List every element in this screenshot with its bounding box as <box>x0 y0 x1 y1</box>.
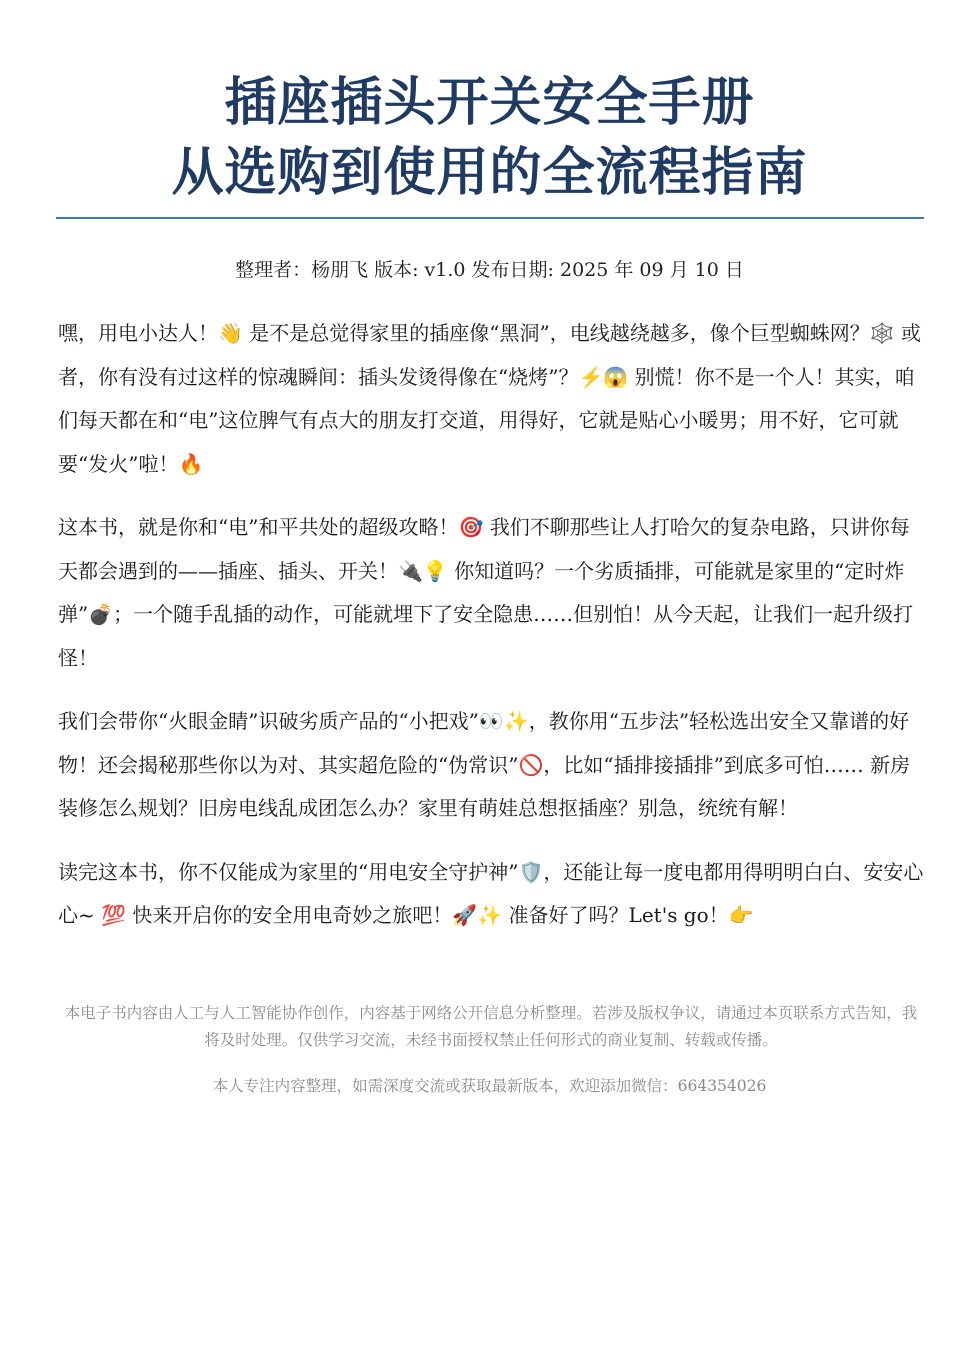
intro-body <box>58 312 924 958</box>
intro-paragraph-2: 这本书，就是你和“电”和平共处的超级攻略！🎯 我们不聊那些让人打哈欠的复杂电路，只讲你每天都会遇到的——插座、插头、开关！🔌💡 你知道吗？一个劣质插排，可能就是家里的“定时炸弹”💣；一个随手乱插的动作，可能就埋下了安全隐患……但别怕！从今天起，让我们一起升级打怪！ <box>58 515 914 670</box>
title-line-2: 从选购到使用的全流程指南 <box>171 143 808 203</box>
title-line-1: 插座插头开关安全手册 <box>224 73 755 133</box>
page-title <box>0 68 979 208</box>
intro-paragraph-4: 读完这本书，你不仅能成为家里的“用电安全守护神”🛡️，还能让每一度电都用得明明白白、安安心心~ 💯 快来开启你的安全用电奇妙之旅吧！🚀✨ 准备好了吗？Let's go！👉 <box>58 859 924 927</box>
document-meta: 整理者：杨朋飞 版本: v1.0 发布日期: 2025 年 09 月 10 日 <box>235 259 744 281</box>
copyright-notice: 本电子书内容由人工与人工智能协作创作，内容基于网络公开信息分析整理。若涉及版权争议，请通过本页联系方式告知，我将及时处理。仅供学习交流，未经书面授权禁止任何形式的商业复制、转载或传播。 <box>64 1004 918 1049</box>
contact-info: 本人专注内容整理，如需深度交流或获取最新版本，欢迎添加微信：664354026 <box>212 1077 767 1095</box>
intro-paragraph-1: 嘿，用电小达人！👋 是不是总觉得家里的插座像“黑洞”，电线越绕越多，像个巨型蜘蛛网？🕸️ 或者，你有没有过这样的惊魂瞬间：插头发烫得像在“烧烤”？⚡😱 别慌！你不是一个人！其实，咱们每天都在和“电”这位脾气有点大的朋友打交道，用得好，它就是贴心小暖男；用不好，它可就要“发火”啦！🔥 <box>58 321 921 476</box>
title-divider <box>56 217 924 219</box>
intro-paragraph-3: 我们会带你“火眼金睛”识破劣质产品的“小把戏”👀✨，教你用“五步法”轻松选出安全又靠谱的好物！还会揭秘那些你以为对、其实超危险的“伪常识”🚫，比如“插排接插排”到底多可怕…… 新房装修怎么规划？旧房电线乱成团怎么办？家里有萌娃总想抠插座？别急，统统有解！ <box>58 709 911 820</box>
